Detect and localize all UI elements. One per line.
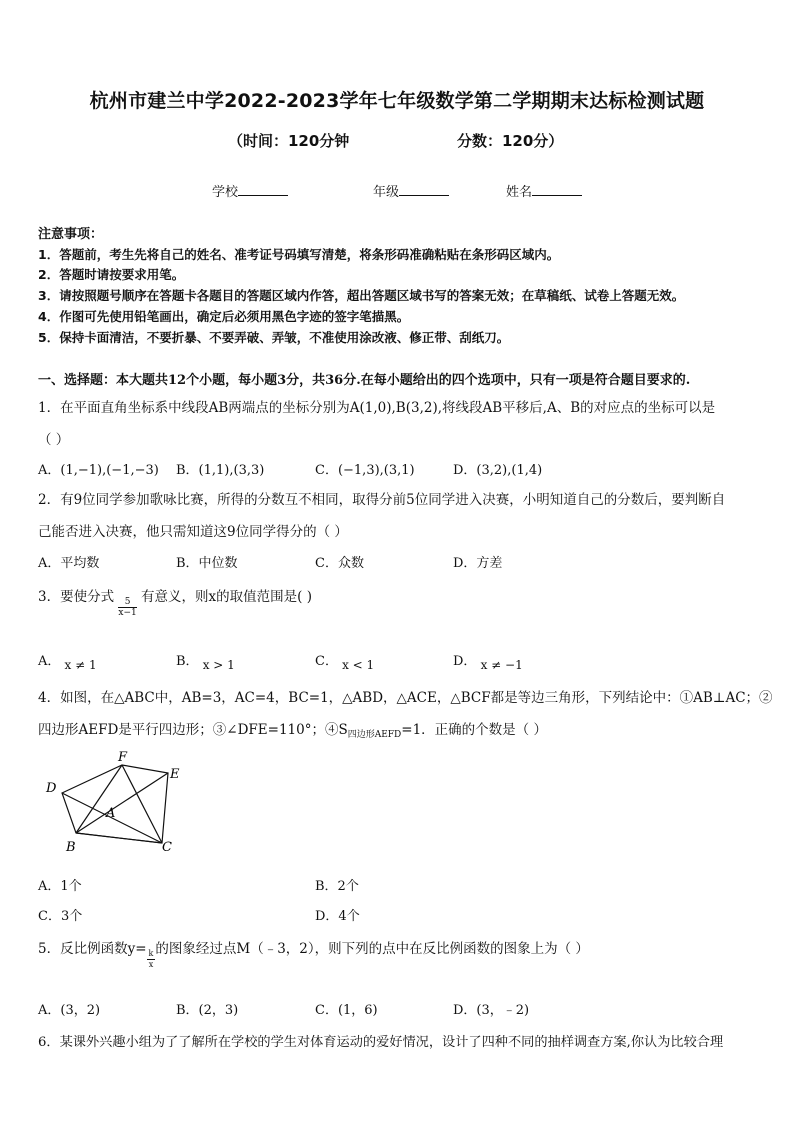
q5-option-a: A．(3，2) (38, 1003, 101, 1018)
q2-option-b: B．中位数 (176, 556, 238, 571)
q3-option-d-label: D． (453, 654, 477, 669)
exam-score: 分数：120分） (457, 132, 564, 150)
q5-option-c: C．(1，6) (315, 1003, 378, 1018)
q4-line1: 4．如图，在△ABC中，AB=3，AC=4，BC=1，△ABD，△ACE，△BCF都是等边三角形，下列结论中：①AB⊥AC；② (38, 690, 773, 706)
q1-stem: 1．在平面直角坐标系中线段AB两端点的坐标分别为A(1,0),B(3,2),将线段AB平移后,A、B的对应点的坐标可以是 (38, 400, 716, 416)
q4-option-c: C．3个 (38, 909, 83, 924)
q6-line1: 6．某课外兴趣小组为了了解所在学校的学生对体育运动的爱好情况，设计了四种不同的抽样调查方案,你认为比较合理 (38, 1035, 724, 1050)
q3-option-c (315, 650, 375, 672)
q1-option-c: C．(−1,3),(3,1) (315, 463, 415, 478)
q3-option-a-label: A． (38, 654, 61, 669)
segment-be (76, 773, 168, 833)
segment-bc (76, 833, 162, 843)
q5-fraction (147, 949, 156, 970)
notes-heading: 注意事项： (38, 227, 104, 242)
q3-option-c-label: C． (315, 654, 338, 669)
q5-fraction-den: x (148, 960, 154, 969)
label-d: D (46, 781, 57, 796)
label-e: E (170, 767, 180, 782)
q5-option-b: B．(2，3) (176, 1003, 239, 1018)
q3-stem (38, 585, 312, 618)
school-blank[interactable] (238, 183, 288, 196)
school-field[interactable] (212, 181, 288, 200)
q1-option-d: D．(3,2),(1,4) (453, 463, 543, 478)
q3-option-c-value: x < 1 (342, 658, 375, 672)
q1-option-a: A．(1,−1),(−1,−3) (38, 463, 159, 478)
note-item: 2．答题时请按要求用笔。 (38, 267, 185, 282)
name-label: 姓名 (506, 185, 533, 200)
q2-option-c: C．众数 (315, 556, 364, 571)
q4-option-d: D．4个 (315, 909, 360, 924)
q3-post: 有意义，则x的取值范围是( ) (141, 589, 312, 605)
note-item: 1．答题前，考生先将自己的姓名、准考证号码填写清楚，将条形码准确粘贴在条形码区域内。 (38, 247, 560, 262)
q3-fraction-num: 5 (118, 597, 136, 608)
q4-figure (38, 745, 198, 860)
exam-time: （时间：120分钟 (228, 132, 350, 150)
q4-line2a: 四边形AEFD是平行四边形；③∠DFE=110°；④S (38, 722, 348, 738)
q1-option-b: B．(1,1),(3,3) (176, 463, 265, 478)
label-b: B (66, 840, 76, 855)
q4-option-b: B．2个 (315, 879, 359, 894)
q5-fraction-num: k (148, 949, 154, 958)
q3-fraction-den: x−1 (118, 608, 137, 618)
grade-blank[interactable] (399, 183, 449, 196)
q3-pre: 3．要使分式 (38, 589, 115, 605)
page-title: 杭州市建兰中学2022-2023学年七年级数学第二学期期末达标检测试题 (89, 90, 705, 112)
q5-post: 的图象经过点M（﹣3，2），则下列的点中在反比例函数的图象上为（ ） (155, 941, 589, 957)
q3-option-b-label: B． (176, 654, 199, 669)
q3-option-d (453, 650, 523, 672)
q4-line2-sub: 四边形AEFD (347, 730, 402, 740)
section-heading: 一、选择题：本大题共12个小题，每小题3分，共36分.在每小题给出的四个选项中，只有一项是符合题目要求的. (38, 373, 691, 388)
note-item: 3．请按照题号顺序在答题卡各题目的答题区域内作答，超出答题区域书写的答案无效；在草稿纸、试卷上答题无效。 (38, 288, 685, 303)
name-blank[interactable] (532, 183, 582, 196)
q3-option-d-value: x ≠ −1 (480, 658, 523, 672)
segment-fc (122, 765, 162, 843)
note-item: 5．保持卡面清洁，不要折暴、不要弄破、弄皱，不准使用涂改液、修正带、刮纸刀。 (38, 330, 510, 345)
grade-label: 年级 (373, 185, 400, 200)
q5-option-d: D．(3，﹣2) (453, 1003, 530, 1018)
q1-paren: （ ） (38, 432, 70, 448)
note-item: 4．作图可先使用铅笔画出，确定后必须用黑色字迹的签字笔描黑。 (38, 309, 410, 324)
q2-option-a: A．平均数 (38, 556, 100, 571)
q5-pre: 5．反比例函数y= (38, 941, 147, 957)
label-f: F (118, 750, 128, 765)
q3-option-b (176, 650, 235, 672)
label-c: C (162, 840, 172, 855)
q3-fraction (118, 597, 136, 618)
q4-line2b: =1．正确的个数是（ ） (401, 722, 547, 738)
grade-field[interactable] (373, 181, 449, 200)
q2-line1: 2．有9位同学参加歌咏比赛，所得的分数互不相同，取得分前5位同学进入决赛，小明知道自己的分数后，要判断自 (38, 492, 726, 508)
q2-option-d: D．方差 (453, 556, 503, 571)
name-field[interactable] (506, 181, 582, 200)
school-label: 学校 (212, 185, 239, 200)
q3-option-a (38, 650, 97, 672)
q5-stem (38, 937, 589, 969)
q2-line2: 己能否进入决赛，他只需知道这9位同学得分的（ ） (38, 524, 348, 540)
label-a: A (106, 806, 116, 821)
q3-option-a-value: x ≠ 1 (64, 658, 97, 672)
q4-line2 (38, 718, 547, 738)
q3-option-b-value: x > 1 (202, 658, 235, 672)
q4-option-a: A．1个 (38, 879, 82, 894)
